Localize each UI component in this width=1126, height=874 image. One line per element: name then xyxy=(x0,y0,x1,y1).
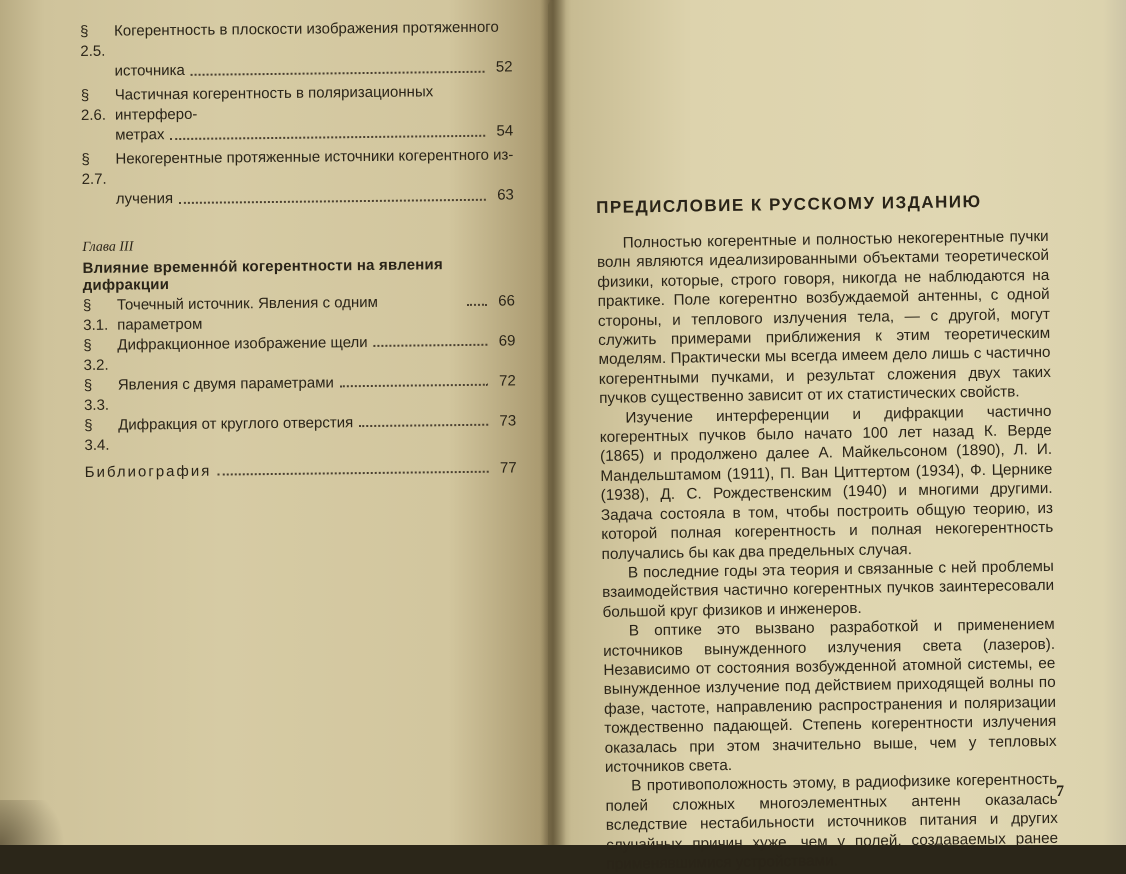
preface-paragraph: В последние годы эта теория и связанные с ней проблемы взаимодействия частично когерентных пучков заинтересовали большой круг физиков и инженеров. xyxy=(602,557,1055,621)
toc-number: § 3.4. xyxy=(84,416,110,454)
toc-entry-3-2 xyxy=(83,331,515,376)
toc-title: Частичная когерентность в поляризационных интерферо- xyxy=(114,83,434,124)
preface-paragraph: В противоположность этому, в радиофизике когерентность полей сложных многоэлементных антенн оказалась вследствие нестабильности источников питания и других случайных причин хуже, чем у полей, создаваемых ранее применявшимися устройствами. xyxy=(605,771,1059,873)
page-number: 7 xyxy=(1056,783,1064,800)
toc-entry-2-7 xyxy=(81,145,514,210)
toc-page-number: 54 xyxy=(496,122,514,140)
toc-leader-dots xyxy=(340,384,488,388)
toc-page-number: 63 xyxy=(497,186,514,204)
toc-leader-dots xyxy=(191,58,485,76)
toc-entry-3-3 xyxy=(84,371,516,416)
table-of-contents xyxy=(80,17,517,481)
toc-entry-2-5 xyxy=(80,17,513,82)
chapter-title: Влияние временнóй когерентности на явления дифракции xyxy=(82,256,443,294)
preface-paragraph: Изучение интерференции и дифракции частично когерентных пучков было начато 100 лет назад К. Верде (1865) и продолжено далее А. Майкельсоном (1890), Л. И. Мандельштамом (1911), П. Ван Циттертом (1934), Ф. Цернике (1938), Д. С. Рождественским (1940) и многими другими. Задача состояла в том, чтобы построить общую теорию, из которой полная когерентность и полная некогерентность получались бы как два предельных случая. xyxy=(599,402,1054,563)
toc-page-number: 73 xyxy=(499,412,517,430)
book-spine xyxy=(540,0,566,845)
toc-entry-3-1 xyxy=(83,291,515,336)
toc-title: Дифракционное изображение щели xyxy=(117,334,368,354)
toc-leader-dots xyxy=(170,122,485,140)
toc-leader-dots xyxy=(359,424,488,427)
toc-title-continued: метрах xyxy=(115,126,165,144)
toc-entry-3-4 xyxy=(84,411,516,456)
toc-number: § 2.5. xyxy=(80,22,106,60)
toc-number: § 3.2. xyxy=(83,336,109,374)
toc-title-continued: лучения xyxy=(115,190,174,208)
toc-entry-2-6 xyxy=(81,81,514,146)
toc-title: Точечный источник. Явления с одним параметром xyxy=(116,293,379,334)
toc-title: Дифракция от круглого отверстия xyxy=(118,414,354,434)
preface-section xyxy=(596,191,1059,874)
toc-page-number: 52 xyxy=(495,58,513,76)
toc-number: § 2.7. xyxy=(81,150,107,188)
toc-number: § 2.6. xyxy=(80,86,107,124)
toc-title: Некогерентные протяженные источники когерентного из- xyxy=(115,146,514,168)
thumb-shadow xyxy=(0,800,80,845)
toc-page-number: 66 xyxy=(498,292,516,310)
toc-title-continued: источника xyxy=(114,61,185,80)
toc-leader-dots xyxy=(467,304,487,306)
preface-heading: ПРЕДИСЛОВИЕ К РУССКОМУ ИЗДАНИЮ xyxy=(596,191,982,217)
chapter-label: Глава III xyxy=(82,239,134,255)
toc-leader-dots xyxy=(179,186,486,204)
preface-paragraph: В оптике это вызвано разработкой и применением источников вынужденного излучения света (лазеров). Независимо от состояния возбужденной атомной системы, ее вынужденное излучение под действием приходящей волны по фазе, частоте, направлению распространения и поляризации тождественно падающей. Степень когерентности излучения оказалась при этом значительно выше, чем у тепловых источников света. xyxy=(602,615,1057,776)
toc-number: § 3.3. xyxy=(83,376,110,414)
toc-page-number: 69 xyxy=(498,332,516,350)
toc-page-number: 77 xyxy=(499,459,517,477)
preface-paragraph: Полностью когерентные и полностью некогерентные пучки волн являются идеализированными объектами теоретической физики, которые, строго говоря, никогда не наблюдаются на практике. Поле когерентно возбуждаемой антенны, с одной стороны, и теплового излучения тела, — с другой, могут служить примерами приближения к этим теоретическим моделям. Практически мы всегда имеем дело лишь с частично когерентными пучками, и результат сложения двух таких пучков существенно зависит от их статистических свойств. xyxy=(596,227,1051,408)
toc-page-number: 72 xyxy=(499,372,516,390)
toc-title: Явления с двумя параметрами xyxy=(117,374,334,394)
toc-title: Библиография xyxy=(84,462,212,481)
toc-leader-dots xyxy=(217,471,488,476)
toc-title: Когерентность в плоскости изображения протяженного xyxy=(114,18,499,40)
toc-number: § 3.1. xyxy=(82,296,109,334)
toc-leader-dots xyxy=(374,344,488,347)
